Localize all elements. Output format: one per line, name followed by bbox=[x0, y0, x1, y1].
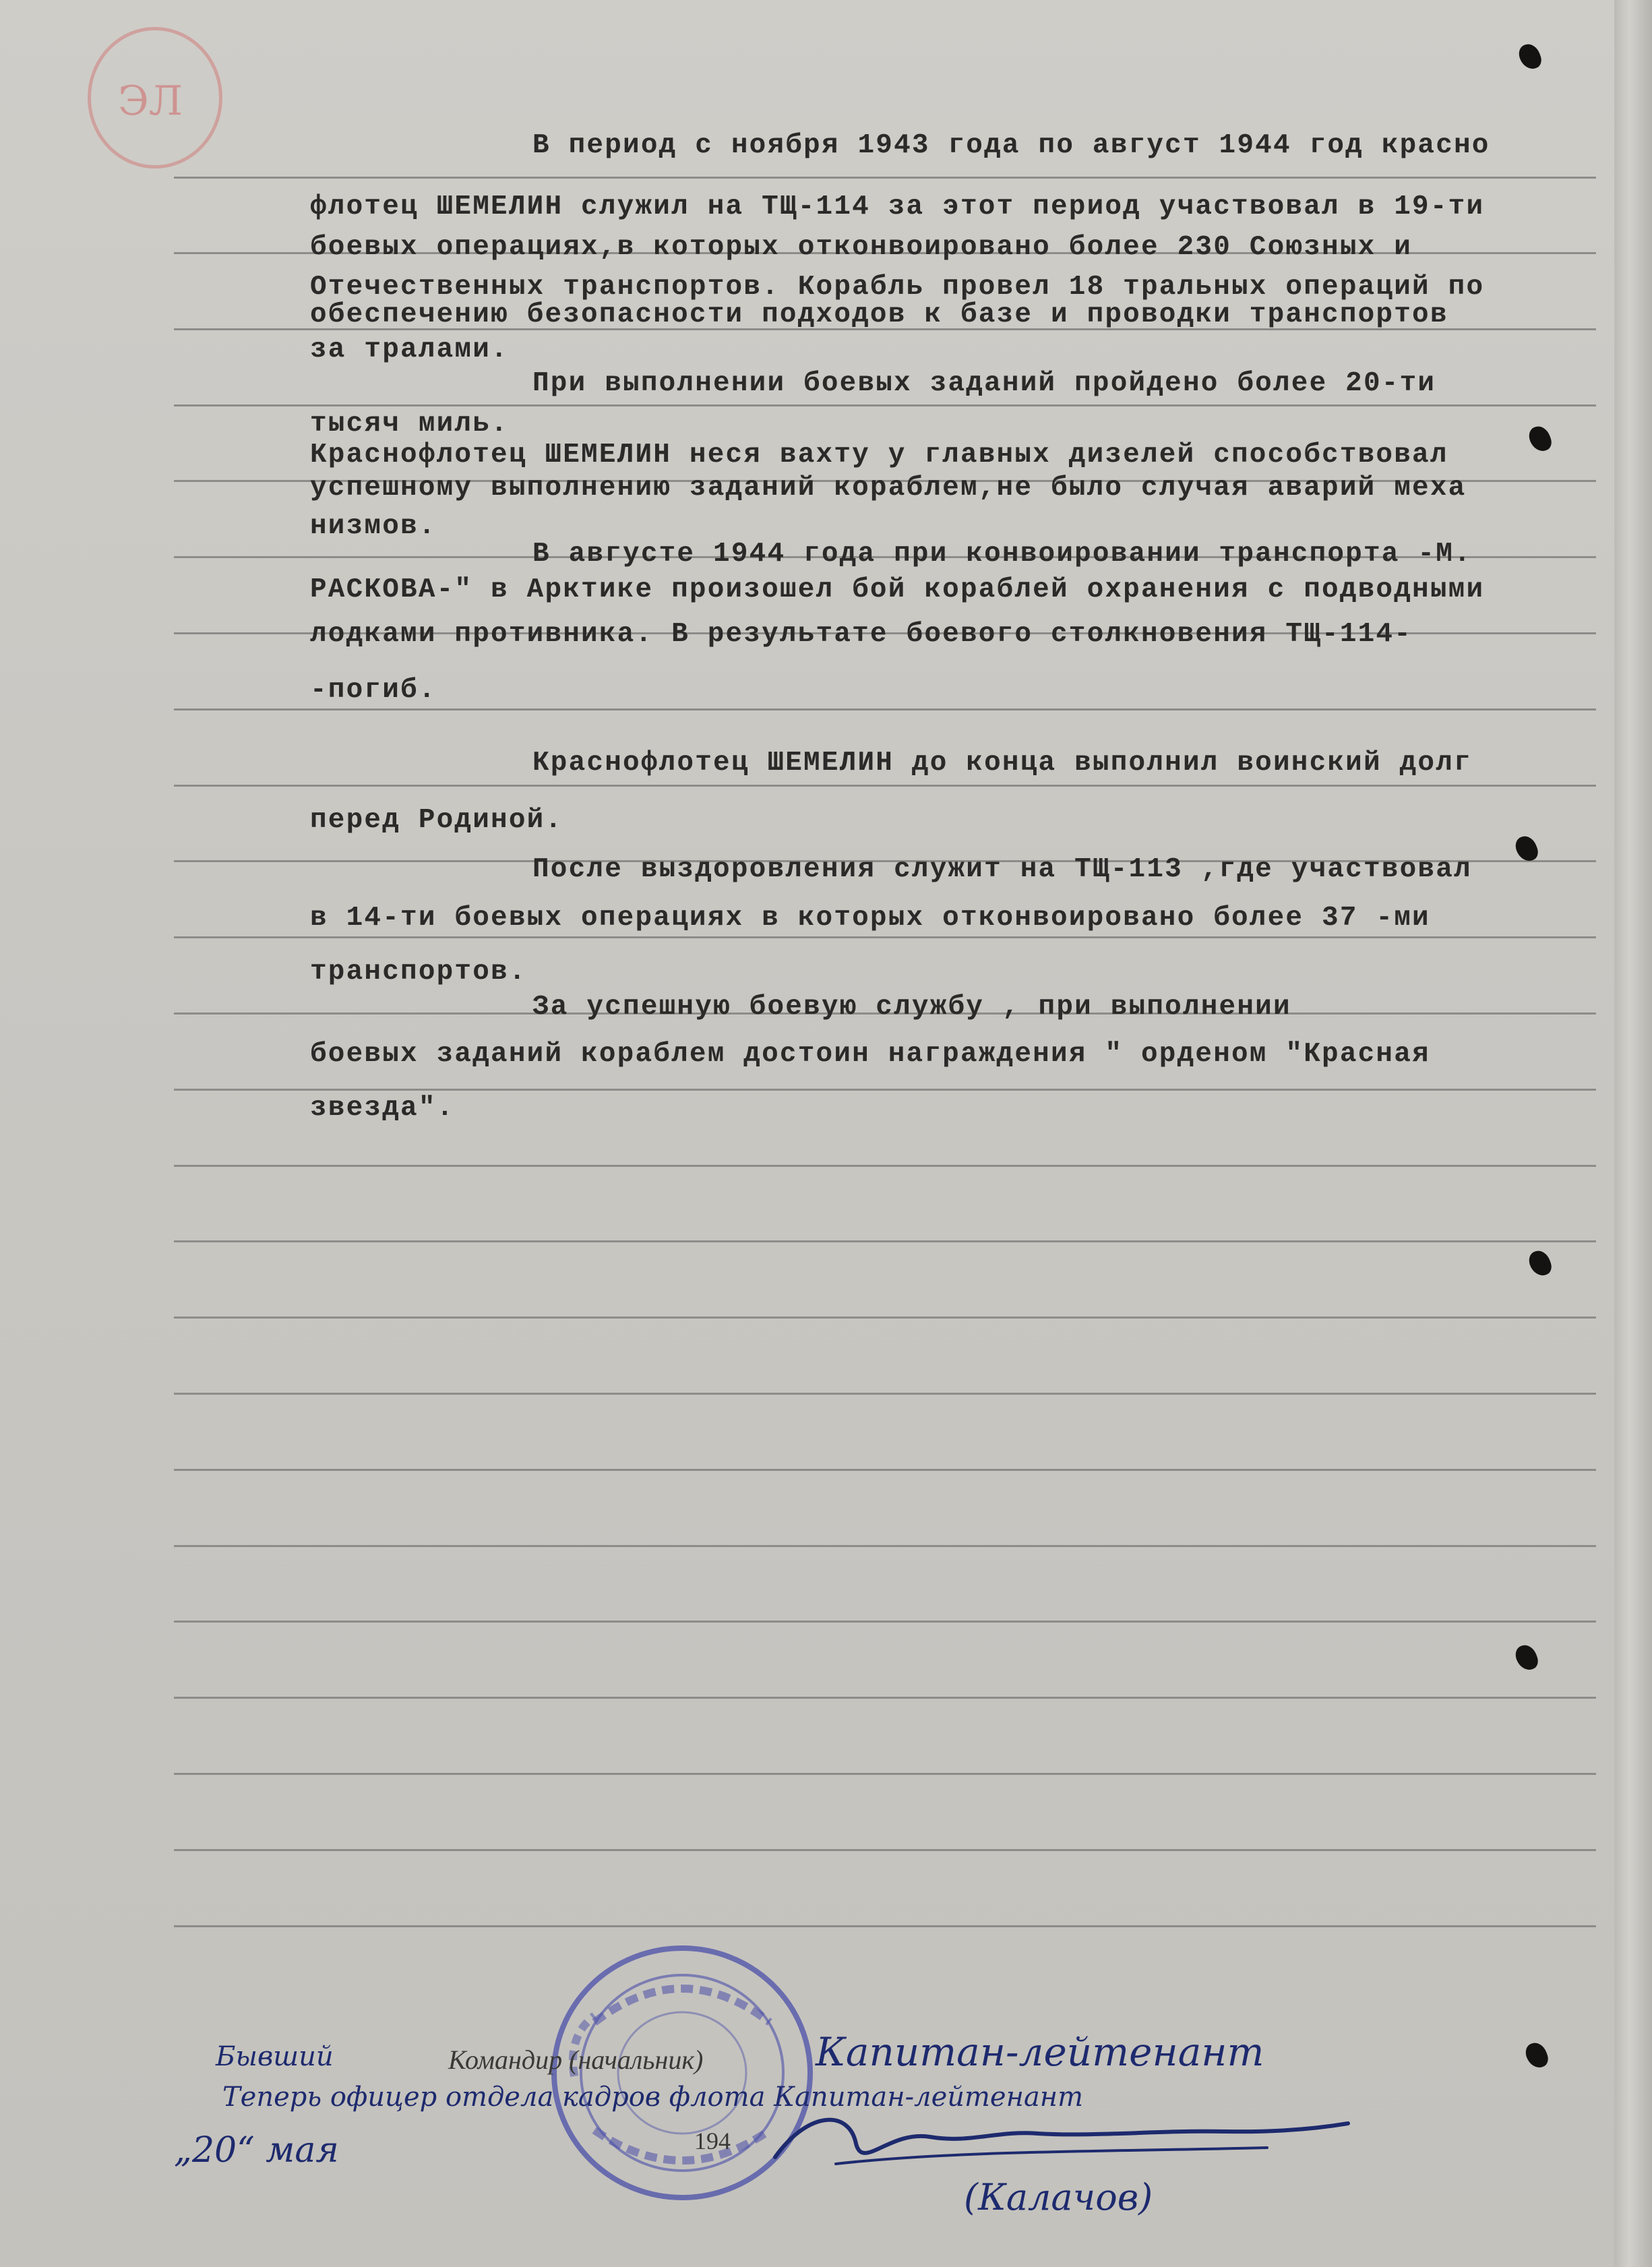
text-line: Краснофлотец ШЕМЕЛИН до конца выполнил воинский долг bbox=[532, 748, 1472, 779]
ruled-line bbox=[174, 1697, 1596, 1699]
text-line: За успешную боевую службу , при выполнении bbox=[532, 992, 1291, 1023]
text-line: После выздоровления служит на ТЩ-113 ,где участвовал bbox=[532, 854, 1472, 885]
ruled-line bbox=[174, 936, 1596, 938]
handwritten-now: Теперь офицер отдела кадров флота Капитан-лейтенант bbox=[222, 2082, 1084, 2113]
handwritten-name: (Калачов) bbox=[964, 2176, 1153, 2218]
ruled-line bbox=[174, 1469, 1596, 1471]
binding-edge bbox=[1614, 0, 1652, 2267]
ruled-line bbox=[174, 1849, 1596, 1851]
text-line: флотец ШЕМЕЛИН служил на ТЩ-114 за этот период участвовал в 19-ти bbox=[310, 191, 1485, 222]
punch-hole bbox=[1512, 1642, 1540, 1673]
handwritten-rank: Капитан-лейтенант bbox=[816, 2029, 1264, 2075]
ruled-line bbox=[174, 1545, 1596, 1547]
text-line: успешному выполнению заданий кораблем,не было случая аварий меха bbox=[310, 473, 1467, 504]
text-line: Отечественных транспортов. Корабль провел 18 тральных операций по bbox=[310, 272, 1485, 303]
ruled-line bbox=[174, 1393, 1596, 1395]
text-line: При выполнении боевых заданий пройдено более 20-ти bbox=[532, 368, 1436, 399]
ruled-line bbox=[174, 1240, 1596, 1242]
text-line: в 14-ти боевых операциях в которых отконвоировано более 37 -ми bbox=[310, 903, 1430, 934]
text-line: В период с ноября 1943 года по август 1944 год красно bbox=[532, 130, 1490, 161]
ruled-line bbox=[174, 177, 1596, 179]
printed-year: 194 bbox=[694, 2127, 731, 2154]
commander-label: Командир (начальник) bbox=[448, 2045, 704, 2075]
ruled-line bbox=[174, 1089, 1596, 1091]
text-line: за тралами. bbox=[310, 334, 509, 365]
ruled-line bbox=[174, 1621, 1596, 1623]
text-line: транспортов. bbox=[310, 957, 527, 988]
text-line: боевых заданий кораблем достоин награждения " орденом "Красная bbox=[310, 1039, 1430, 1070]
ruled-line bbox=[174, 785, 1596, 787]
text-line: низмов. bbox=[310, 511, 437, 542]
text-line: Краснофлотец ШЕМЕЛИН неся вахту у главных дизелей способствовал bbox=[310, 440, 1448, 471]
text-line: РАСКОВА-" в Арктике произошел бой кораблей охранения с подводными bbox=[310, 574, 1485, 605]
punch-hole bbox=[1523, 2040, 1550, 2071]
text-line: В августе 1944 года при конвоировании транспорта -М. bbox=[532, 539, 1472, 570]
text-line: лодками противника. В результате боевого столкновения ТЩ-114- bbox=[310, 619, 1413, 650]
red-stamp-mark: ЭЛ bbox=[88, 27, 222, 169]
text-line: обеспечению безопасности подходов к базе и проводки транспортов bbox=[310, 299, 1448, 330]
ruled-line bbox=[174, 404, 1596, 406]
handwritten-former: Бывший bbox=[216, 2041, 334, 2072]
ruled-line bbox=[174, 1773, 1596, 1775]
ruled-line bbox=[174, 708, 1596, 711]
ruled-line bbox=[174, 1165, 1596, 1167]
signature-scribble bbox=[755, 2103, 1362, 2177]
punch-hole bbox=[1516, 41, 1543, 72]
text-line: звезда". bbox=[310, 1093, 455, 1124]
ruled-line bbox=[174, 1317, 1596, 1319]
text-line: боевых операциях,в которых отконвоировано более 230 Союзных и bbox=[310, 232, 1413, 263]
punch-hole bbox=[1526, 1248, 1554, 1279]
ruled-line bbox=[174, 1925, 1596, 1927]
text-line: -погиб. bbox=[310, 675, 437, 706]
text-line: перед Родиной. bbox=[310, 805, 563, 836]
text-line: тысяч миль. bbox=[310, 409, 509, 440]
handwritten-date: „20“ мая bbox=[174, 2130, 339, 2171]
